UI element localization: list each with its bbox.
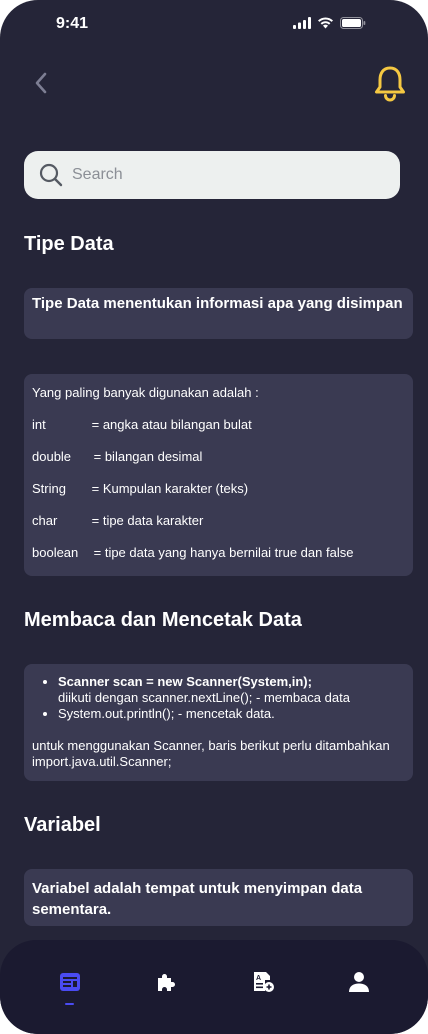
status-time: 9:41	[56, 15, 89, 32]
tipe-data-list-card	[24, 374, 413, 576]
type-desc: = angka atau bilangan bulat	[91, 417, 252, 432]
search-input[interactable]	[70, 165, 374, 185]
status-bar	[0, 0, 428, 48]
println-desc: System.out.println(); - mencetak data.	[58, 706, 275, 721]
scanner-desc: diikuti dengan scanner.nextLine(); - membaca data	[58, 690, 350, 705]
svg-text:A: A	[256, 975, 262, 982]
type-row	[32, 512, 405, 544]
tab-materi[interactable]	[54, 966, 86, 998]
section-title-variabel: Variabel	[24, 814, 101, 836]
search-bar	[24, 151, 400, 199]
tab-latihan[interactable]	[150, 966, 182, 998]
search-icon	[38, 162, 64, 188]
type-row	[32, 416, 405, 448]
type-row	[32, 448, 405, 480]
type-desc: = Kumpulan karakter (teks)	[91, 481, 249, 496]
type-desc: = tipe data karakter	[91, 513, 204, 528]
tipe-data-intro: Yang paling banyak digunakan adalah :	[32, 385, 259, 400]
type-name: String	[32, 481, 66, 496]
io-list	[32, 674, 405, 722]
type-name: char	[32, 513, 58, 528]
status-icons	[293, 17, 366, 29]
puzzle-icon	[154, 970, 178, 994]
type-name: double	[32, 449, 72, 464]
tipe-data-summary-card	[24, 288, 413, 339]
tipe-data-summary: Tipe Data menentukan informasi apa yang disimpan	[32, 295, 403, 312]
wifi-icon	[317, 17, 334, 29]
active-tab-indicator	[65, 1003, 74, 1005]
variabel-summary-card	[24, 869, 413, 926]
type-desc: = tipe data yang hanya bernilai true dan false	[93, 545, 354, 560]
io-card	[24, 664, 413, 781]
section-title-io: Membaca dan Mencetak Data	[24, 609, 302, 631]
type-name: boolean	[32, 545, 79, 560]
translate-icon	[251, 970, 275, 994]
chevron-left-icon[interactable]	[30, 70, 54, 96]
article-icon	[58, 970, 82, 994]
scanner-code: Scanner scan = new Scanner(System,in);	[58, 674, 312, 689]
person-icon	[347, 970, 371, 994]
type-desc: = bilangan desimal	[93, 449, 203, 464]
type-name: int	[32, 417, 46, 432]
signal-icon	[293, 17, 311, 29]
io-note: untuk menggunakan Scanner, baris berikut perlu ditambahkan import.java.util.Scanner;	[32, 738, 390, 769]
type-row	[32, 544, 405, 576]
list-item	[58, 674, 405, 706]
bell-icon[interactable]	[372, 64, 408, 102]
list-item	[58, 706, 405, 722]
section-title-tipe-data: Tipe Data	[24, 233, 114, 255]
variabel-summary: Variabel adalah tempat untuk menyimpan data sementara.	[32, 880, 363, 918]
battery-icon	[340, 17, 366, 29]
type-row	[32, 480, 405, 512]
tab-profil[interactable]	[343, 966, 375, 998]
tab-kamus[interactable]	[247, 966, 279, 998]
bottom-tab-bar	[0, 940, 428, 1034]
